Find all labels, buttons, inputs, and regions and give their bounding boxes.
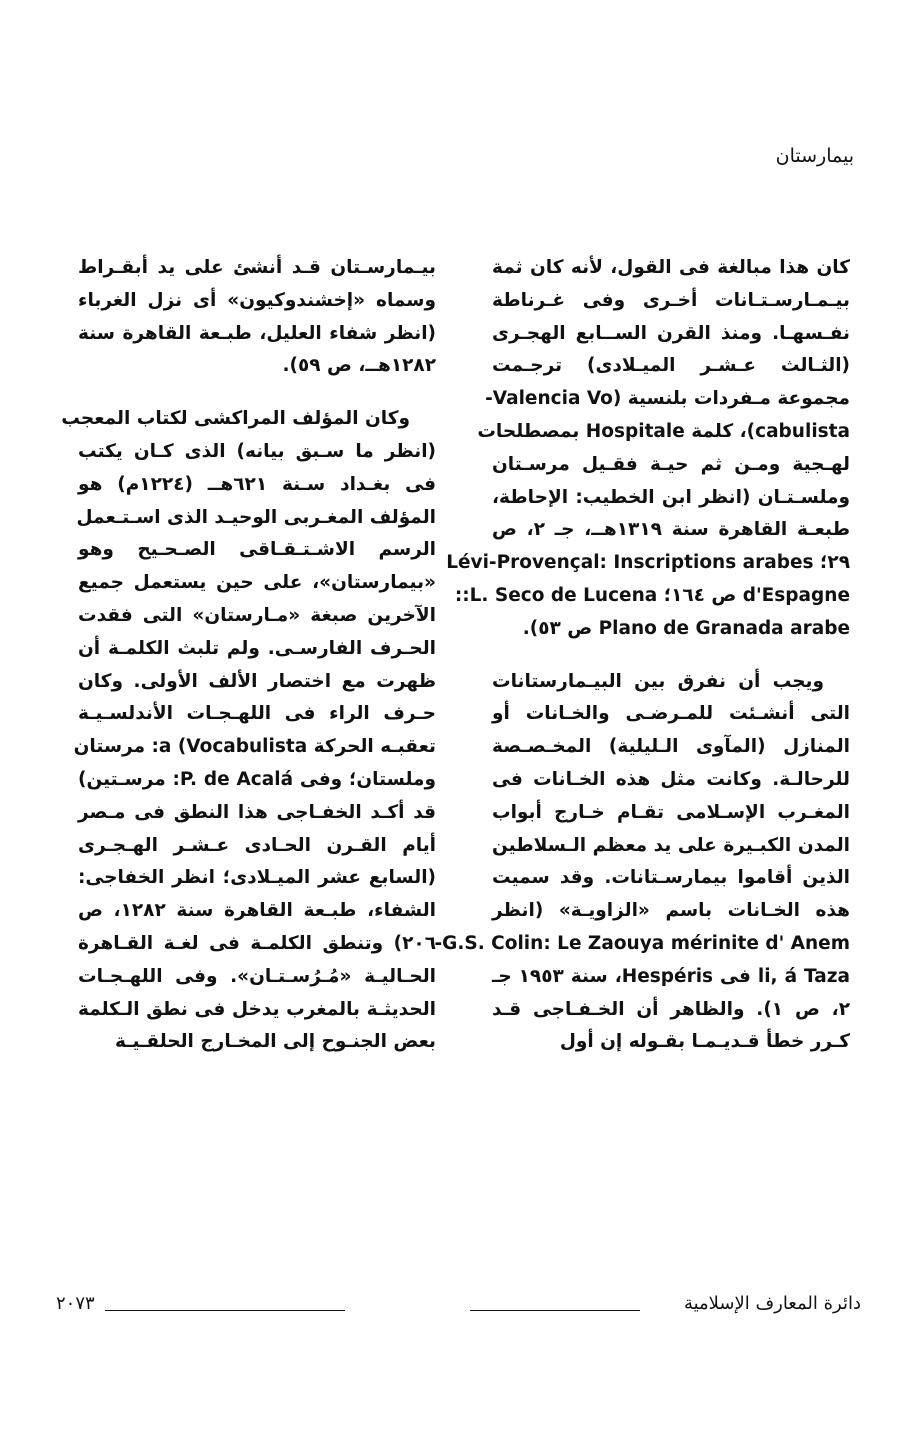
text-line: بيـمـارسـتـانات أخـرى وفى غـرناطة <box>492 289 850 311</box>
footer-page-number: ٢٠٧٣ <box>56 1293 95 1314</box>
text-line: ٢٠٦) وتنطق الكلمـة فى لغـة القـاهرة <box>78 932 436 954</box>
text-line: ٢، ص ١). والظاهر أن الخـفـاجى قـد <box>492 998 850 1020</box>
text-line: «بيمارستان»، على حين يستعمل جميع <box>78 572 436 594</box>
text-line: نفـسهـا. ومنذ القرن الســابع الهجـرى <box>492 322 850 344</box>
text-line: فى بغـداد سـنة ٦٢١هــ (١٢٢٤م) هو <box>78 473 436 495</box>
text-line: المؤلف المغـربى الوحيـد الذى اسـتـعمل <box>76 506 436 528</box>
text-line: لهـجية ومـن ثم حيـة فقـيل مرسـتان <box>492 453 850 475</box>
text-line: ٢٩؛ Lévi-Provençal: Inscriptions arabes <box>446 552 850 574</box>
text-line: مجموعة مـفردات بلنسية (Valencia Vo- <box>485 388 850 410</box>
text-line: هذه الخـانات باسم «الزاويـة» (انظر <box>492 900 850 922</box>
paragraph-gap <box>78 383 436 403</box>
text-line: طبعـة القاهرة سنة ١٣١٩هــ، جـ ٢، ص <box>492 519 850 541</box>
text-line: التى أنشـئت للمـرضـى والخـانات أو <box>492 703 850 725</box>
text-line: ١٢٨٢هــ، ص ٥٩). <box>282 355 436 377</box>
running-header: بيمارستان <box>775 145 854 167</box>
text-line: الآخرين صبغة «مـارستان» التى فقدت <box>78 604 436 626</box>
text-line: الشفاء، طبـعة القاهرة سنة ١٢٨٢، ص <box>78 900 436 922</box>
text-line: المنازل (المآوى الـليلية) المخـصـصة <box>492 736 850 758</box>
text-line: (انظر ما سـبق بيانه) الذى كـان يكتب <box>78 440 436 462</box>
text-line: G.S. Colin: Le Zaouya mérinite d' Anem- <box>434 932 850 954</box>
text-line: المغـرب الإسـلامى تقـام خـارج أبواب <box>492 801 850 823</box>
footer-journal-title: دائرة المعارف الإسلامية <box>683 1293 861 1314</box>
left-column <box>61 252 436 1059</box>
text-line: ظهرت مع اختصار الألف الأولى. وكان <box>78 670 436 692</box>
text-line: كان هذا مبالغة فى القول، لأنه كان ثمة <box>492 257 850 278</box>
text-line: كـرر خطأ قـديـمـا بقـوله إن أول <box>559 1031 850 1053</box>
text-line: الذين أقاموا بيمارسـتانات. وقد سميت <box>492 867 850 889</box>
text-line: بيـمارسـتان قـد أنشئ على يد أبقـراط <box>78 257 436 278</box>
text-line: (السابع عشر الميـلادى؛ انظر الخفاجى: <box>78 867 436 889</box>
text-line: d'Espagne ص ١٦٤؛ L. Seco de Lucena:: <box>454 584 850 606</box>
text-line: وسماه «إخشندوكيون» أى نزل الغرباء <box>78 289 436 311</box>
text-line: (الثـالث عـشـر الميـلادى) ترجـمت <box>492 355 850 377</box>
text-line: أيام القـرن الحـادى عـشـر الهـجـرى <box>78 834 436 856</box>
text-line: li, á Taza فى Hespéris، سنة ١٩٥٣ جـ <box>492 965 850 987</box>
text-line: (انظر شفاء العليل، طبـعة القاهرة سنة <box>78 322 436 344</box>
text-line: الحـاليـة «مُـرُسـتـان». وفى اللهـجـات <box>78 965 436 987</box>
right-column <box>434 252 850 1059</box>
text-line: الحـرف الفارسـى. ولم تلبث الكلمـة أن <box>78 637 436 659</box>
text-line: الحديثـة بالمغرب يدخل فى نطق الـكلمة <box>78 998 436 1020</box>
text-line: قد أكـد الخفـاجى هذا النطق فى مـصر <box>78 801 436 823</box>
text-line: وملستان؛ وفى P. de Acalá: مرسـتين) <box>78 768 436 790</box>
text-line: وكان المؤلف المراكشى لكتاب المعجب <box>61 408 410 430</box>
text-line: ويجب أن نفرق بين البيـمارستانات <box>492 670 824 692</box>
text-line: cabulista)، كلمة Hospitale بمصطلحات <box>477 420 850 442</box>
footer-rule-right <box>470 1310 640 1311</box>
text-line: للرحالـة. وكانت مثل هذه الخـانات فى <box>492 768 850 790</box>
text-line: Plano de Granada arabe ص ٥٣). <box>522 617 850 639</box>
text-line: وملسـتـان (انظر ابن الخطيب: الإحاطة، <box>492 486 850 508</box>
text-line: بعض الجنـوح إلى المخـارج الحلقـيـة <box>114 1031 436 1053</box>
text-line: حـرف الراء فى اللهـجـات الأندلسـيـة <box>78 703 436 725</box>
text-line: الرسم الاشـتـقـاقى الصـحـيح وهو <box>78 539 436 561</box>
text-line: المدن الكبـيرة على يد معظم الـسلاطين <box>492 834 850 856</box>
paragraph-gap <box>492 646 850 666</box>
text-line: تعقبـه الحركة a (Vocabulista: مرستان <box>73 736 436 758</box>
footer-rule-left <box>105 1310 345 1311</box>
